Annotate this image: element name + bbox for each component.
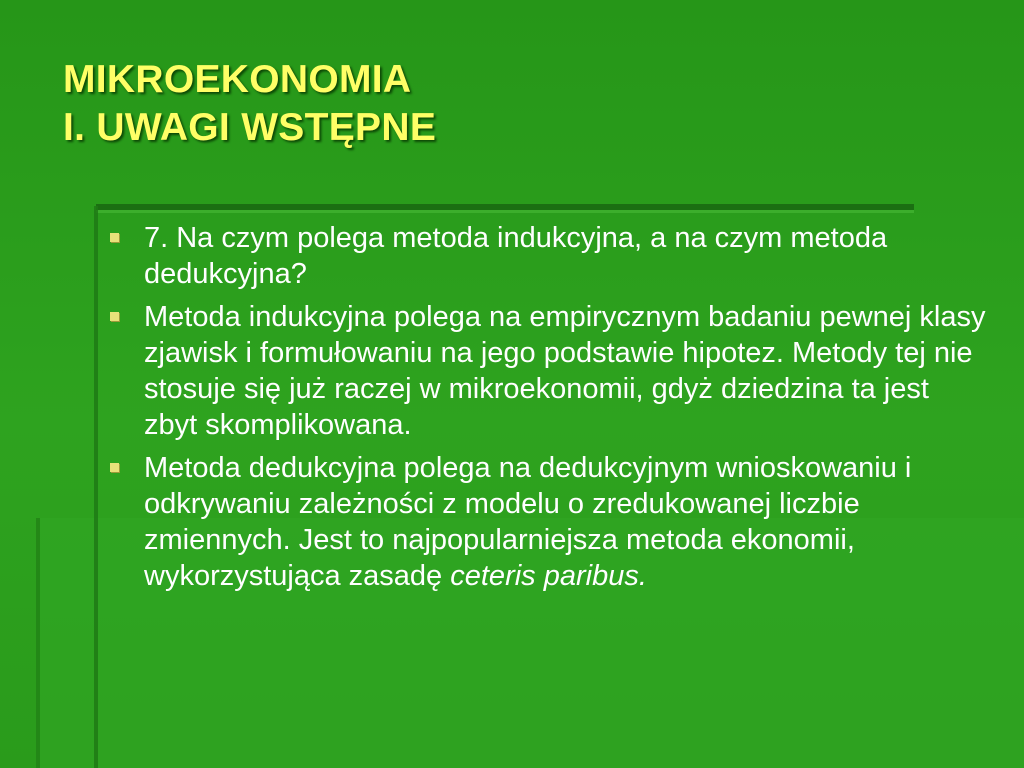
slide-title-line-2: I. UWAGI WSTĘPNE [63,106,437,149]
bullet-item-question [110,220,990,292]
decorative-lower-block-edge [36,518,40,768]
slide-title [63,56,436,152]
square-bullet-icon [110,463,119,472]
decorative-horizontal-rule-highlight [96,210,914,213]
bullet-list [110,220,990,601]
bullet-text-italic: ceteris paribus. [450,560,647,592]
slide-title-line-1: MIKROEKONOMIA [63,58,412,101]
bullet-item-induction [110,299,990,443]
bullet-item-deduction [110,450,990,594]
square-bullet-icon [110,312,119,321]
square-bullet-icon [110,233,119,242]
bullet-text: 7. Na czym polega metoda indukcyjna, a na czym metoda dedukcyjna? [144,222,888,290]
bullet-text: Metoda indukcyjna polega na empirycznym badaniu pewnej klasy zjawisk i formułowaniu na jego podstawie hipotez. Metody tej nie stosuje się już raczej w mikroekonomii, gdyż dziedzina ta jest zbyt skomplikowana. [144,301,986,441]
decorative-vertical-rule [94,206,98,768]
bullet-text: Metoda dedukcyjna polega na dedukcyjnym wnioskowaniu i odkrywaniu zależności z modelu o zredukowanej liczbie zmiennych. Jest to najpopularniejsza metoda ekonomii, wykorzystująca zasadę [144,452,912,592]
